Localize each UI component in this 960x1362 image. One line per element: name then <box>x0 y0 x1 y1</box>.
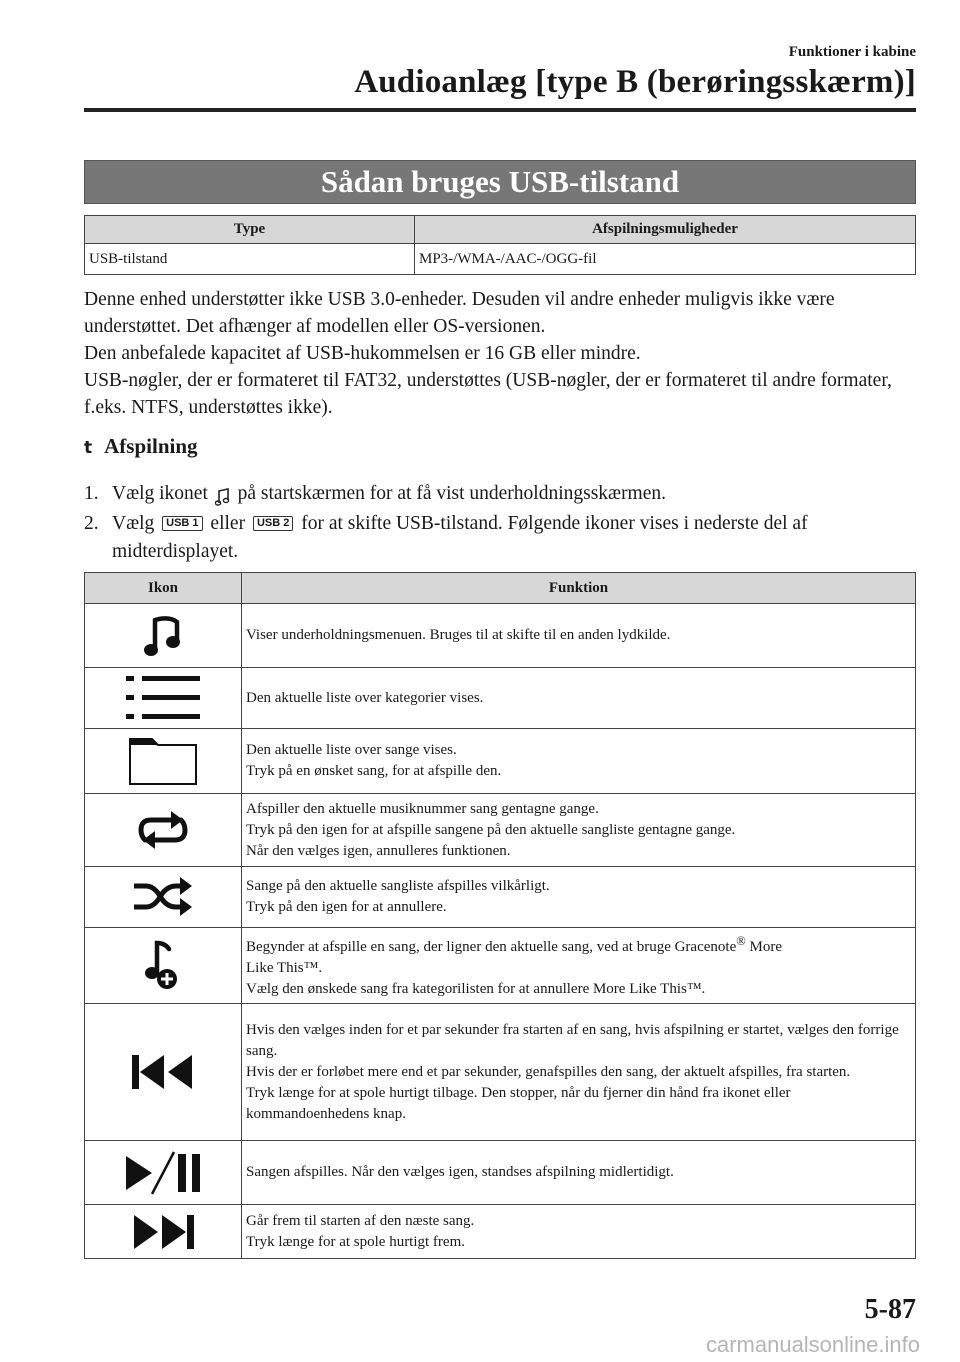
page-number: 5-87 <box>864 1294 916 1325</box>
function-line: Sange på den aktuelle sangliste afspilles vilkårligt. <box>246 878 550 894</box>
table-row <box>85 1141 916 1205</box>
icon-cell <box>85 1205 242 1259</box>
step-1 <box>84 480 924 510</box>
function-line: Vælg den ønskede sang fra kategorilisten for at annullere More Like This™. <box>246 981 706 997</box>
function-cell <box>242 604 916 668</box>
step-text: for at skifte USB-tilstand. Følgende ikoner vises i nederste del af <box>301 513 808 534</box>
function-line: Tryk længe for at spole hurtigt frem. <box>246 1233 466 1250</box>
function-cell <box>242 729 916 794</box>
mode-table <box>84 215 916 275</box>
function-text: More <box>745 939 782 955</box>
icon-cell <box>85 729 242 794</box>
section-title: Afspilning <box>104 434 198 458</box>
mode-table-header-formats: Afspilningsmuligheder <box>415 216 916 244</box>
mode-cell: USB-tilstand <box>85 244 415 275</box>
function-line: Afspiller den aktuelle musiknummer sang gentagne gange. <box>246 800 599 817</box>
paragraph: Den anbefalede kapacitet af USB-hukommelsen er 16 GB eller mindre. <box>84 343 641 364</box>
step-number: 1. <box>84 483 99 504</box>
next-track-icon <box>130 1213 196 1251</box>
function-line: Hvis den vælges inden for et par sekunder fra starten af en sang, hvis afspilning er startet, vælges den forrige sang. <box>246 1021 899 1059</box>
usb1-button: USB 1 <box>162 516 202 531</box>
function-text: Begynder at afspille en sang, der ligner den aktuelle sang, ved at bruge Gracenote <box>246 939 737 955</box>
function-line: Den aktuelle liste over sange vises. <box>246 742 457 758</box>
function-line: Den aktuelle liste over kategorier vises. <box>246 689 484 706</box>
table-row <box>85 604 916 668</box>
registered-mark: ® <box>736 934 746 948</box>
paragraph: USB-nøgler, der er formateret til FAT32, understøttes (USB-nøgler, der er formateret til andre formater, f.eks. NTFS, understøttes ikke). <box>84 370 892 418</box>
step-text: Vælg <box>112 513 155 534</box>
formats-cell: MP3-/WMA-/AAC-/OGG-fil <box>415 244 916 275</box>
function-cell <box>242 867 916 928</box>
previous-track-icon <box>130 1053 196 1091</box>
table-row <box>85 244 916 275</box>
icon-cell <box>85 1141 242 1205</box>
function-line: Tryk på den igen for at annullere. <box>246 899 447 915</box>
function-cell <box>242 928 916 1004</box>
step-2-continuation: midterdisplayet. <box>112 541 239 562</box>
category-list-icon <box>124 674 202 722</box>
chapter-label: Funktioner i kabine <box>788 44 916 60</box>
icon-table-header-function: Funktion <box>242 573 916 604</box>
icon-table-header-icon: Ikon <box>85 573 242 604</box>
icon-cell <box>85 867 242 928</box>
watermark: carmanualsonline.info <box>705 1332 920 1357</box>
paragraph: Denne enhed understøtter ikke USB 3.0-enheder. Desuden vil andre enheder muligvis ikke være understøttet. Det afhænger af modellen eller OS-versionen. <box>84 289 835 337</box>
function-cell <box>242 1004 916 1141</box>
icon-cell <box>85 794 242 867</box>
icon-cell <box>85 604 242 668</box>
function-cell <box>242 794 916 867</box>
function-line: Hvis der er forløbet mere end et par sekunder, genafspilles den sang, der aktuelt afspilles, fra starten. <box>246 1063 851 1080</box>
function-line: Tryk på den igen for at afspille sangene på den aktuelle sangliste gentagne gange. <box>246 821 736 838</box>
icon-cell <box>85 928 242 1004</box>
mode-table-header-type: Type <box>85 216 415 244</box>
folder-icon <box>128 736 198 786</box>
section-heading <box>84 434 198 459</box>
function-line: Når den vælges igen, annulleres funktionen. <box>246 842 511 859</box>
section-banner: Sådan bruges USB-tilstand <box>84 160 916 204</box>
more-like-this-icon <box>143 939 183 993</box>
function-line: Sangen afspilles. Når den vælges igen, standses afspilning midlertidigt. <box>246 1164 674 1180</box>
usb2-button: USB 2 <box>253 516 293 531</box>
shuffle-icon <box>132 876 194 918</box>
icon-cell <box>85 668 242 729</box>
step-2 <box>84 510 924 538</box>
step-text: på startskærmen for at få vist underholdningsskærmen. <box>237 483 667 504</box>
function-line: Går frem til starten af den næste sang. <box>246 1212 475 1229</box>
table-row <box>85 867 916 928</box>
table-row <box>85 668 916 729</box>
section-bullet: t <box>84 438 93 458</box>
function-line: Viser underholdningsmenuen. Bruges til at skifte til en anden lydkilde. <box>246 627 671 643</box>
table-row <box>85 928 916 1004</box>
step-text: Vælg ikonet <box>112 483 208 504</box>
play-pause-icon <box>124 1150 202 1196</box>
function-line <box>246 931 911 958</box>
table-row <box>85 1205 916 1259</box>
table-row <box>85 729 916 794</box>
step-text: eller <box>210 513 246 534</box>
steps-list <box>84 480 924 566</box>
function-line: Tryk på en ønsket sang, for at afspille den. <box>246 763 502 779</box>
intro-text <box>84 286 924 421</box>
table-row <box>85 794 916 867</box>
page-title: Audioanlæg [type B (berøringsskærm)] <box>354 64 916 100</box>
entertainment-note-icon <box>215 482 231 510</box>
table-row <box>85 1004 916 1141</box>
function-line: Like This™. <box>246 960 323 976</box>
function-cell <box>242 1205 916 1259</box>
function-line: Tryk længe for at spole hurtigt tilbage. Den stopper, når du fjerner din hånd fra ikonet eller kommandoenhedens knap. <box>246 1084 791 1122</box>
function-cell <box>242 1141 916 1205</box>
repeat-icon <box>135 808 191 852</box>
music-note-icon <box>141 612 185 660</box>
icon-cell <box>85 1004 242 1141</box>
function-cell <box>242 668 916 729</box>
icon-table <box>84 572 916 1259</box>
header-rule <box>84 108 916 112</box>
step-number: 2. <box>84 513 99 534</box>
